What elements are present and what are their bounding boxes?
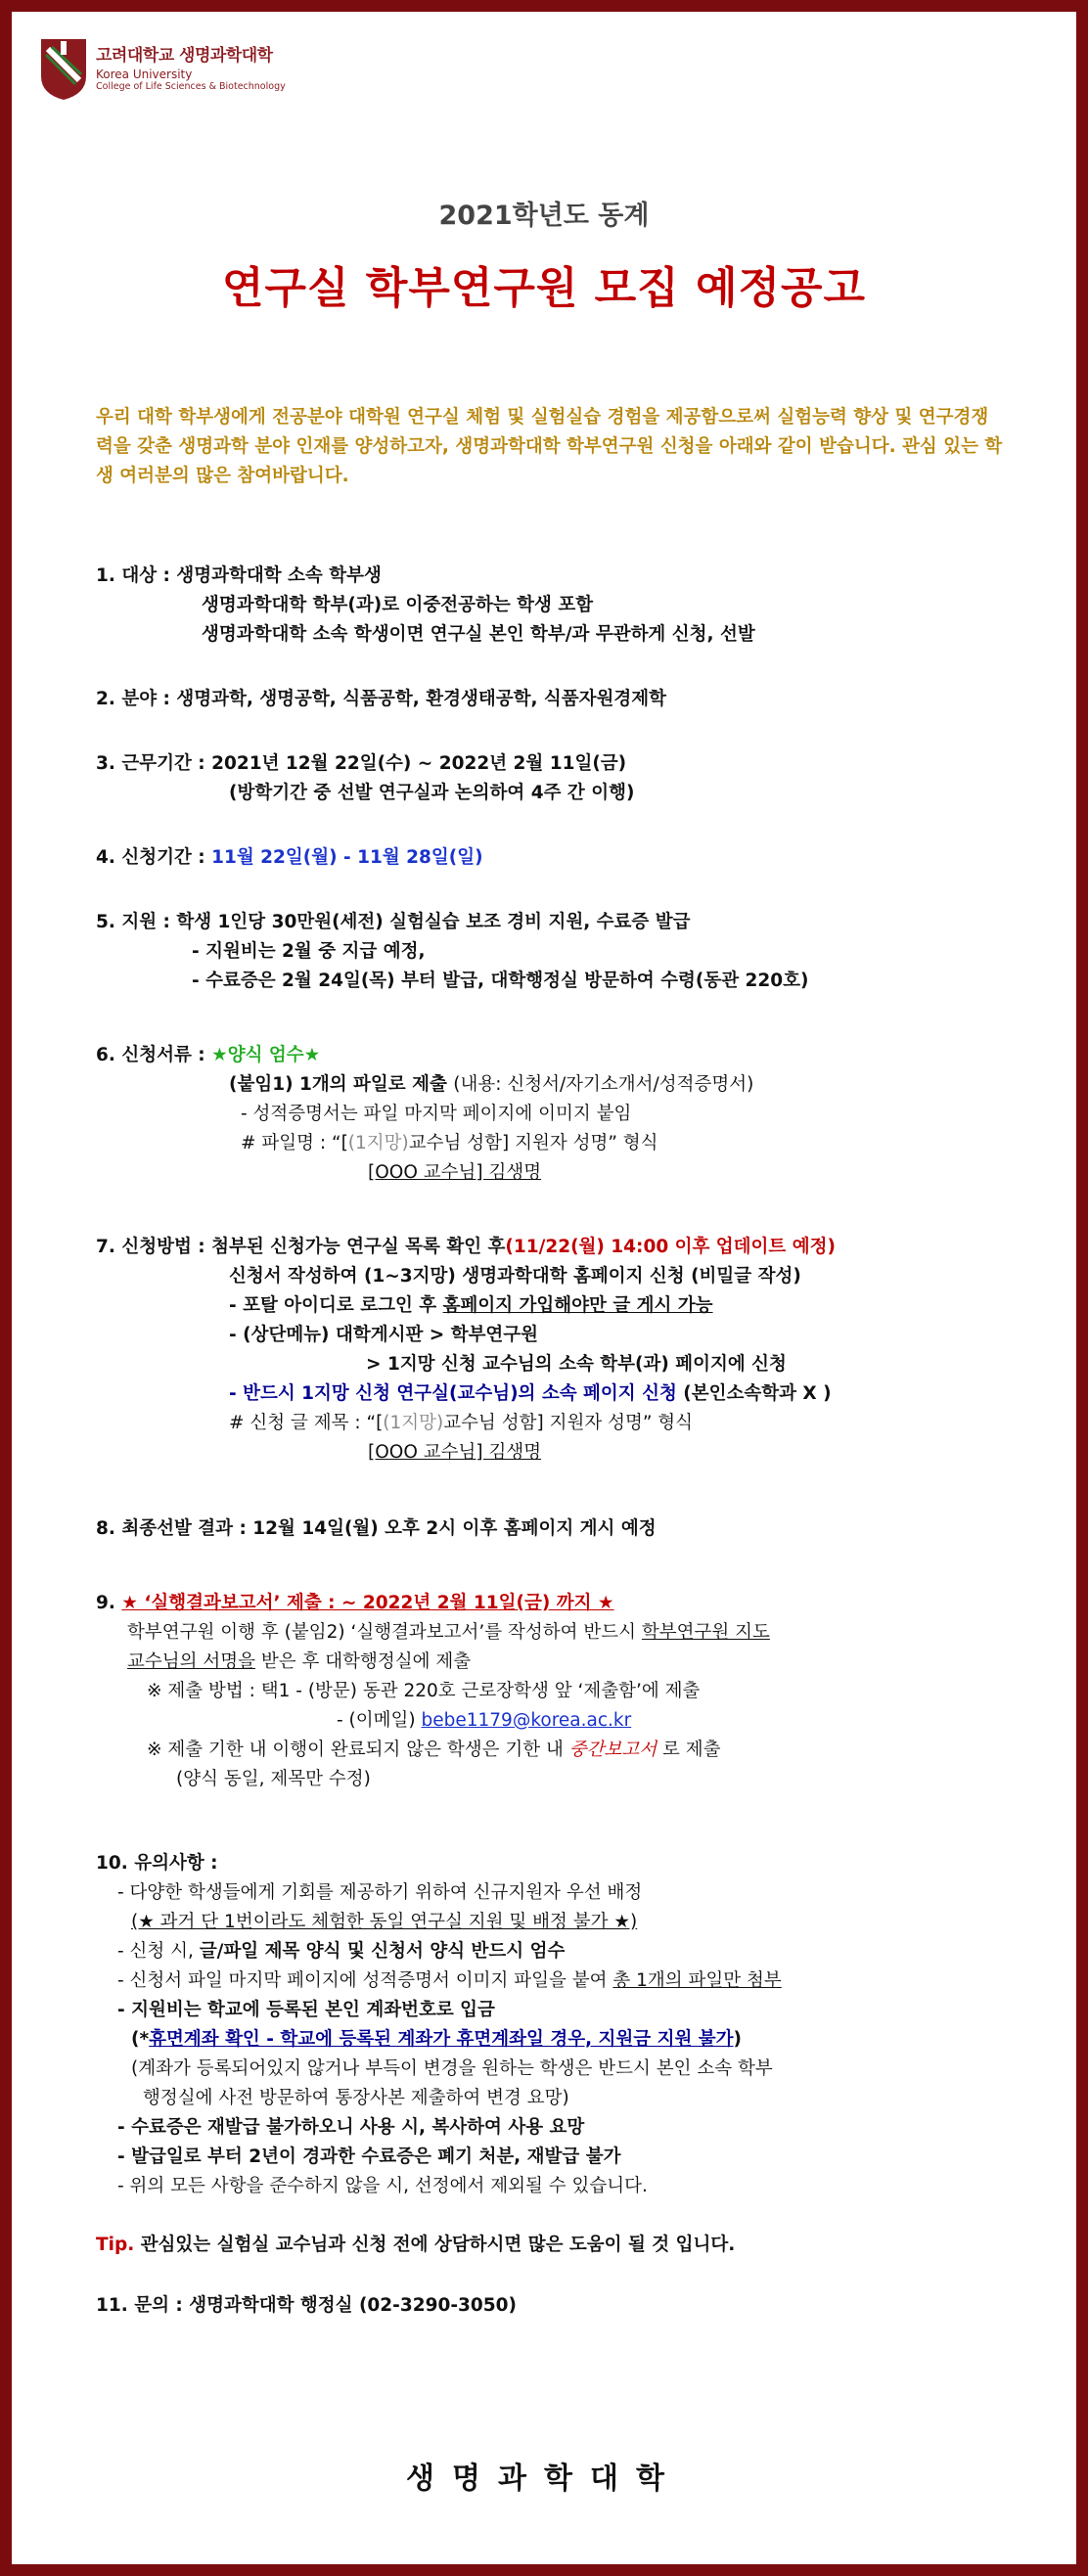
method-line-3 [229, 1291, 713, 1321]
documents-contents: (내용: 신청서/자기소개서/성적증명서) [453, 1074, 754, 1095]
period-line: 3. 근무기간 : 2021년 12월 22일(수) ~ 2022년 2월 11일(금) [96, 753, 627, 774]
documents-line-4 [241, 1129, 658, 1158]
result-line: 8. 최종선발 결과 : 12월 14일(월) 오후 2시 이후 홈페이지 게시 예정 [96, 1518, 657, 1539]
method-must: - 반드시 1지망 신청 연구실(교수님)의 소속 페이지 신청 [229, 1383, 677, 1404]
notes-dormant-account: 휴면계좌 확인 - 학교에 등록된 계좌가 휴면계좌일 경우, 지원금 지원 불가 [149, 2029, 734, 2050]
field-line: 2. 분야 : 생명과학, 생명공학, 식품공학, 환경생태공학, 식품자원경제학 [96, 689, 667, 709]
shield-logo-icon [39, 37, 88, 102]
university-logo [39, 37, 286, 102]
apply-period-value: 11월 22일(월) - 11월 28일(일) [211, 847, 483, 868]
report-interim: 중간보고서 [568, 1740, 657, 1760]
report-advisor: 학부연구원 지도 [641, 1622, 770, 1643]
method-line-4: - (상단메뉴) 대학게시판 > 학부연구원 [229, 1325, 539, 1345]
report-deadline-note: ※ 제출 기한 내 이행이 완료되지 않은 학생은 기한 내 [147, 1740, 569, 1760]
post-title-suffix: 교수님 성함] 지원자 성명” 형식 [443, 1413, 694, 1433]
filename-prefix: # 파일명 : “[ [241, 1133, 348, 1153]
apply-period-label: 4. 신청기간 : [96, 847, 212, 868]
method-line-2: 신청서 작성하여 (1~3지망) 생명과학대학 홈페이지 신청 (비밀글 작성) [229, 1266, 801, 1287]
method-line [96, 1233, 836, 1262]
method-signup: 홈페이지 가입해야만 글 게시 가능 [442, 1295, 713, 1316]
report-email-link[interactable]: bebe1179@korea.ac.kr [421, 1710, 632, 1731]
notes-line-3: (★ 과거 단 1번이라도 체험한 동일 연구실 지원 및 배정 불가 ★) [131, 1912, 638, 1932]
report-title: ★ ‘실행결과보고서’ 제출 : ~ 2022년 2월 11일(금) 까지 ★ [121, 1593, 614, 1613]
tip-label: Tip. [96, 2235, 135, 2255]
tip-text: 관심있는 실험실 교수님과 신청 전에 상담하시면 많은 도움이 될 것 입니다. [134, 2235, 736, 2255]
post-title-choice: (1지망) [383, 1413, 444, 1433]
target-line: 1. 대상 : 생명과학대학 소속 학부생 [96, 565, 382, 586]
report-submit: 받은 후 대학행정실에 제출 [254, 1651, 472, 1672]
report-title-line [96, 1589, 614, 1618]
report-line-4: ※ 제출 방법 : 택1 - (방문) 동관 220호 근로장학생 앞 ‘제출함’에 제출 [147, 1681, 701, 1701]
report-desc: 학부연구원 이행 후 (붙임2) ‘실행결과보고서’를 작성하여 반드시 [127, 1622, 642, 1643]
logo-college-name: College of Life Sciences & Biotechnology [96, 81, 286, 92]
notes-attach: - 신청서 파일 마지막 페이지에 성적증명서 이미지 파일을 붙여 [117, 1970, 613, 1991]
report-line-5 [337, 1706, 631, 1736]
filename-suffix: 교수님 성함] 지원자 성명” 형식 [408, 1133, 658, 1153]
notes-line-4 [117, 1937, 565, 1966]
page-title: 연구실 학부연구원 모집 예정공고 [221, 263, 866, 313]
notes-one-file: 총 1개의 파일만 첨부 [612, 1970, 782, 1991]
documents-note: ★양식 엄수★ [211, 1045, 321, 1065]
documents-line [96, 1041, 320, 1070]
target-line-3: 생명과학대학 소속 학생이면 연구실 본인 학부/과 무관하게 신청, 선발 [202, 624, 755, 645]
report-line-6 [147, 1736, 720, 1765]
subtitle: 2021학년도 동계 [438, 201, 650, 231]
notes-form-rule: 글/파일 제목 양식 및 신청서 양식 반드시 엄수 [199, 1941, 566, 1962]
report-line-3 [127, 1648, 471, 1677]
logo-english-name: Korea University [96, 68, 193, 81]
documents-file-rule: (붙임1) 1개의 파일로 제출 [229, 1074, 454, 1095]
filename-choice: (1지망) [347, 1133, 409, 1153]
report-email-label: - (이메일) [337, 1710, 422, 1731]
notice-document [12, 12, 1076, 2564]
period-line-2: (방학기간 중 선발 연구실과 논의하여 4주 간 이행) [229, 783, 635, 803]
logo-korean-name: 고려대학교 생명과학대학 [96, 46, 273, 66]
report-number: 9. [96, 1593, 122, 1613]
method-line-7 [229, 1409, 693, 1438]
notes-line-8: (계좌가 등록되어있지 않거나 부득이 변경을 원하는 학생은 반드시 본인 소속 학부 [131, 2058, 773, 2079]
documents-line-2 [229, 1070, 753, 1100]
documents-line-3: - 성적증명서는 파일 마지막 페이지에 이미지 붙임 [241, 1104, 632, 1124]
notes-line-12: - 위의 모든 사항을 준수하지 않을 시, 선정에서 제외될 수 있습니다. [117, 2176, 648, 2196]
report-line-7: (양식 동일, 제목만 수정) [176, 1769, 371, 1789]
contact-line: 11. 문의 : 생명과학대학 행정실 (02-3290-3050) [96, 2295, 517, 2316]
target-line-2: 생명과학대학 학부(과)로 이중전공하는 학생 포함 [202, 595, 594, 615]
notes-line-7 [131, 2025, 742, 2055]
notes-line-10: - 수료증은 재발급 불가하오니 사용 시, 복사하여 사용 요망 [117, 2117, 585, 2138]
method-line-5: > 1지망 신청 교수님의 소속 학부(과) 페이지에 신청 [366, 1354, 787, 1375]
report-line-2 [127, 1618, 770, 1648]
intro-paragraph: 우리 대학 학부생에게 전공분야 대학원 연구실 체험 및 실험실습 경험을 제공함으로써 실험능력 향상 및 연구경쟁력을 갖춘 생명과학 분야 인재를 양성하고자, 생명과학대학 학부연구원 신청을 아래와 같이 받습니다. 관심 있는 학생 여러분의 많은 참여바랍니다. [96, 407, 1003, 486]
support-line: 5. 지원 : 학생 1인당 30만원(세전) 실험실습 보조 경비 지원, 수료증 발급 [96, 912, 691, 932]
notes-line-5 [117, 1966, 782, 1996]
documents-label: 6. 신청서류 : [96, 1045, 212, 1065]
notes-line-11: - 발급일로 부터 2년이 경과한 수료증은 폐기 처분, 재발급 불가 [117, 2147, 621, 2167]
notes-line-9: 행정실에 사전 방문하여 통장사본 제출하여 변경 요망) [143, 2088, 569, 2108]
method-update-note: (11/22(월) 14:00 이후 업데이트 예정) [505, 1237, 836, 1257]
filename-example: [OOO 교수님] 김생명 [368, 1162, 542, 1183]
apply-period-line [96, 843, 483, 873]
report-deadline-suffix: 로 제출 [657, 1740, 721, 1760]
method-not-own-dept: (본인소속학과 X ) [676, 1383, 832, 1404]
notes-apply: - 신청 시, [117, 1941, 200, 1962]
footer-college-name: 생명과학대학 [406, 2462, 682, 2496]
notes-paren-open: (* [131, 2029, 150, 2050]
support-line-2: - 지원비는 2월 중 지급 예정, [192, 941, 426, 962]
notes-paren-close: ) [733, 2029, 742, 2050]
method-label: 7. 신청방법 : 첨부된 신청가능 연구실 목록 확인 후 [96, 1237, 506, 1257]
method-line-6 [229, 1379, 832, 1409]
report-signature: 교수님의 서명을 [127, 1651, 255, 1672]
tip-line [96, 2231, 735, 2260]
notes-label: 10. 유의사항 : [96, 1853, 218, 1874]
post-title-example: [OOO 교수님] 김생명 [368, 1442, 542, 1463]
notes-line-6: - 지원비는 학교에 등록된 본인 계좌번호로 입금 [117, 2000, 495, 2020]
notes-line-2: - 다양한 학생들에게 기회를 제공하기 위하여 신규지원자 우선 배정 [117, 1882, 643, 1903]
post-title-prefix: # 신청 글 제목 : “[ [229, 1413, 384, 1433]
support-line-3: - 수료증은 2월 24일(목) 부터 발급, 대학행정실 방문하여 수령(동관 220호) [192, 971, 809, 991]
method-login: - 포탈 아이디로 로그인 후 [229, 1295, 443, 1316]
